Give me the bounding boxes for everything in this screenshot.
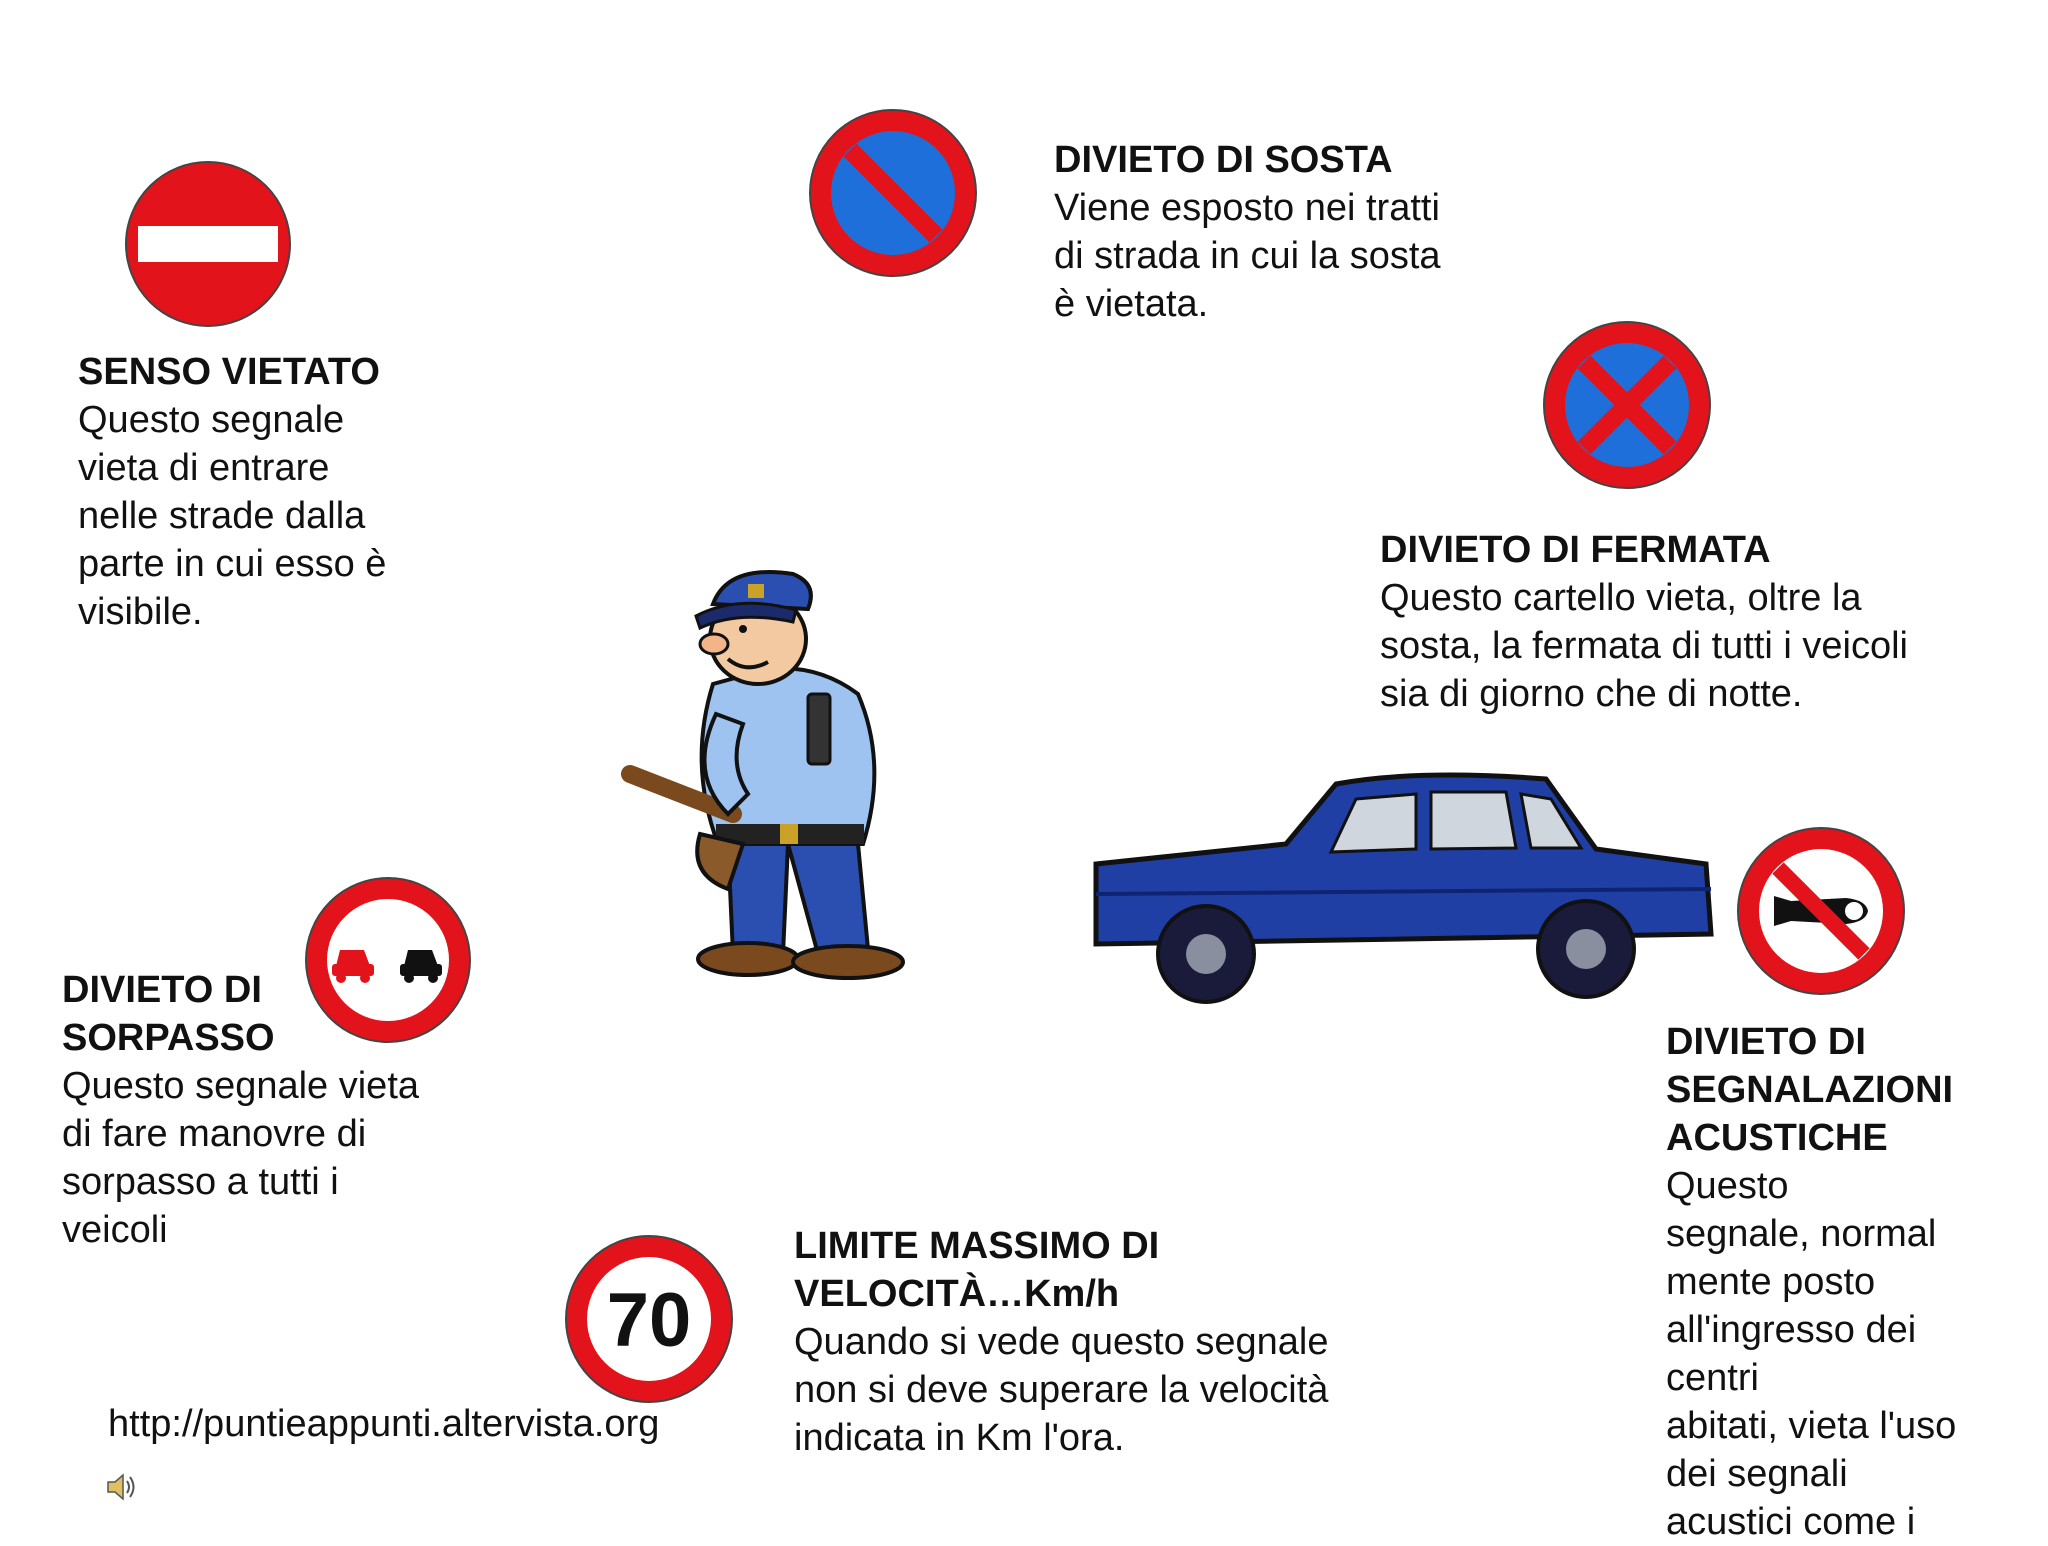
no-stopping-sign-icon xyxy=(1542,320,1712,490)
divieto-sosta-description: Viene esposto nei tratti di strada in cui la sosta è vietata. xyxy=(1054,187,1441,325)
divieto-sosta-block xyxy=(1054,136,1441,328)
divieto-fermata-description: Questo cartello vieta, oltre la sosta, la fermata di tutti i veicoli sia di giorno che di notte. xyxy=(1380,577,1908,715)
divieto-acustiche-title: DIVIETO DI SEGNALAZIONI ACUSTICHE xyxy=(1666,1021,1954,1159)
no-horn-sign-icon xyxy=(1736,826,1906,996)
divieto-acustiche-description: Questo segnale, normal mente posto all'ingresso dei centri abitati, vieta l'uso dei segnali acustici come i xyxy=(1666,1165,1957,1543)
speaker-icon[interactable] xyxy=(104,1470,138,1509)
divieto-sosta-title: DIVIETO DI SOSTA xyxy=(1054,139,1393,181)
no-entry-sign-icon xyxy=(124,160,292,328)
limite-velocita-title: LIMITE MASSIMO DI VELOCITÀ…Km/h xyxy=(794,1225,1160,1315)
no-parking-sign-icon xyxy=(808,108,978,278)
divieto-acustiche-block xyxy=(1666,1018,1956,1546)
footer-url[interactable]: http://puntieappunti.altervista.org xyxy=(108,1403,660,1445)
speed-limit-number: 70 xyxy=(606,1278,692,1363)
divieto-sorpasso-description: Questo segnale vieta di fare manovre di sorpasso a tutti i veicoli xyxy=(62,1065,420,1251)
divieto-sorpasso-title: DIVIETO DI SORPASSO xyxy=(62,969,275,1059)
divieto-fermata-block xyxy=(1380,526,1908,718)
car-illustration xyxy=(1086,764,1726,1024)
senso-vietato-block xyxy=(78,348,386,636)
limite-velocita-block xyxy=(794,1222,1329,1462)
divieto-sorpasso-block xyxy=(62,966,419,1254)
limite-velocita-description: Quando si vede questo segnale non si deve superare la velocità indicata in Km l'ora. xyxy=(794,1321,1329,1459)
senso-vietato-title: SENSO VIETATO xyxy=(78,351,380,393)
speed-limit-sign-icon xyxy=(564,1234,734,1404)
divieto-fermata-title: DIVIETO DI FERMATA xyxy=(1380,529,1771,571)
senso-vietato-description: Questo segnale vieta di entrare nelle strade dalla parte in cui esso è visibile. xyxy=(78,399,387,633)
policeman-illustration xyxy=(618,544,928,994)
